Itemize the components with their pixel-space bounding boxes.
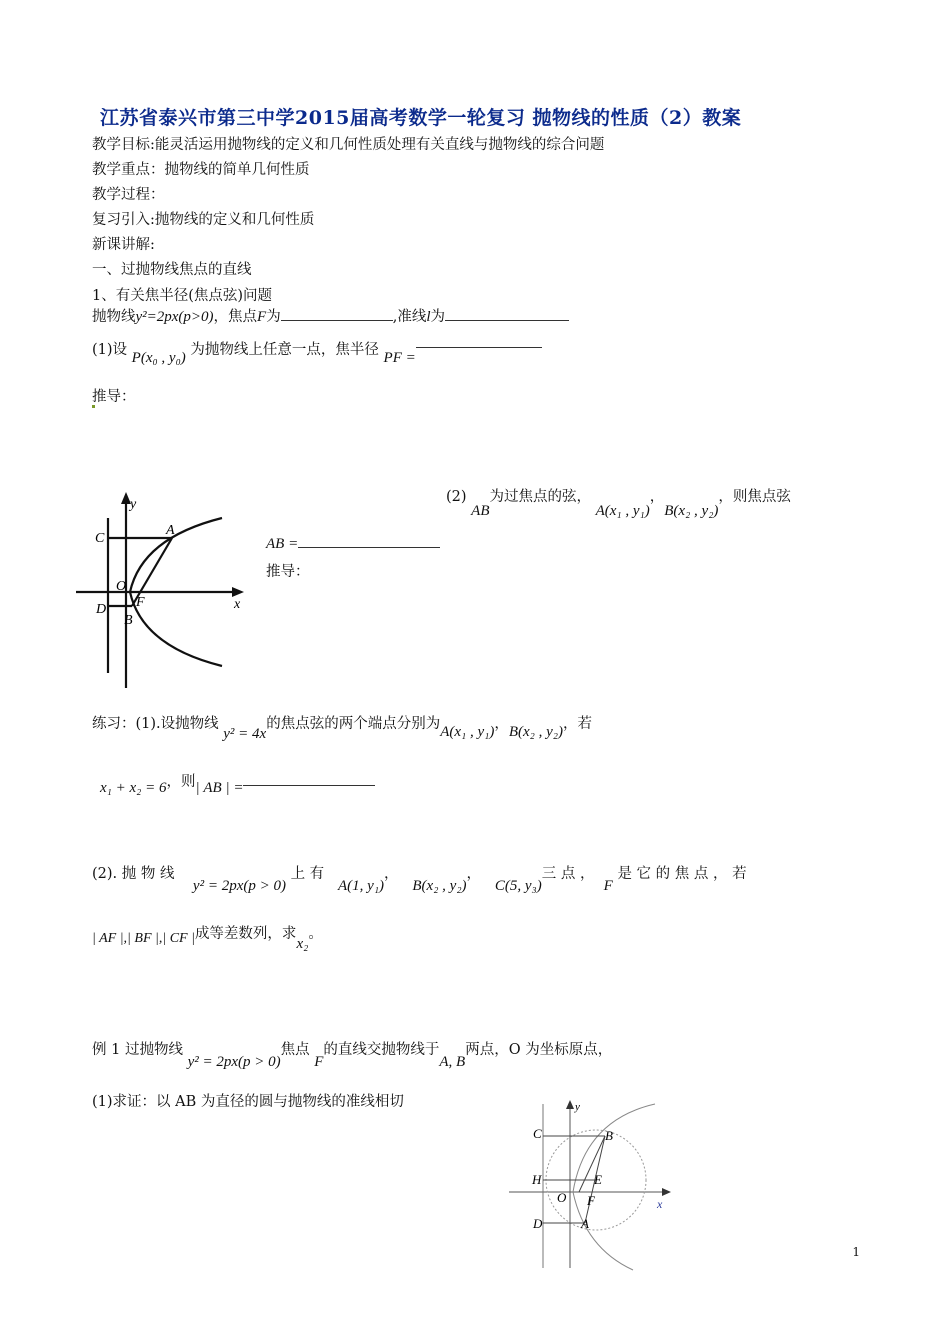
text: ，: [466, 866, 482, 882]
label-y: y: [130, 497, 137, 512]
label-d: D: [533, 1216, 543, 1231]
point-p: P(x₀ , y₀): [131, 350, 186, 366]
text: 上 有: [290, 866, 325, 882]
text: ，则: [166, 774, 196, 790]
exercise-1-equation: y² = 4x: [223, 726, 267, 742]
text: 为: [266, 309, 281, 325]
text: 练习：(1).设抛物线: [92, 716, 219, 732]
answer-blank[interactable]: [416, 333, 542, 348]
point-a: A(x₁ , y₁): [595, 503, 650, 519]
exercise-2-line: [92, 862, 747, 894]
chord-length-line: [266, 533, 440, 553]
question-1-line: [92, 338, 542, 366]
text: ，焦点: [213, 309, 258, 325]
text: 是 它 的 焦 点 ， 若: [617, 866, 747, 882]
x-axis-arrow: [232, 587, 244, 597]
answer-blank[interactable]: [243, 771, 375, 786]
text: ,准线: [392, 309, 427, 325]
label-e: E: [594, 1172, 602, 1187]
point-c: C(5, y₃): [494, 878, 542, 894]
exercise-1-condition: [100, 770, 375, 796]
label-o: O: [116, 579, 127, 594]
text: 。: [308, 926, 323, 942]
example-1-equation: y² = 2px(p > 0): [187, 1054, 281, 1070]
answer-blank[interactable]: [298, 533, 440, 548]
label-b: B: [124, 613, 133, 628]
text: ，若: [563, 716, 593, 732]
label-f: F: [136, 595, 145, 610]
ab-abs: | AB | =: [195, 780, 244, 796]
points-ab: A, B: [439, 1054, 466, 1070]
directrix-symbol: l: [426, 309, 431, 325]
label-d: D: [96, 602, 107, 617]
text: 焦点: [280, 1042, 310, 1058]
text: 为: [430, 309, 445, 325]
marker-dot: [92, 405, 95, 408]
pf-expression: PF =: [383, 350, 416, 366]
text: ，: [494, 716, 509, 732]
distances-expression: | AF |,| BF |,| CF |: [92, 931, 195, 946]
review-intro: 复习引入:抛物线的定义和几何性质: [92, 212, 315, 228]
label-b: B: [605, 1128, 613, 1143]
point-b: B(x₂ , y₂): [664, 503, 719, 519]
text: 三 点 ，: [541, 866, 595, 882]
answer-blank[interactable]: [281, 306, 393, 321]
text: 成等差数列，求: [194, 926, 297, 942]
text: 例 1 过抛物线: [92, 1042, 183, 1058]
teaching-focus: 教学重点：抛物线的简单几何性质: [92, 162, 310, 178]
label-x: x: [234, 597, 241, 612]
focus-symbol: F: [603, 878, 613, 894]
chord-ab: AB: [471, 503, 490, 519]
section-heading: 一、过抛物线焦点的直线: [92, 262, 252, 278]
label-a: A: [166, 523, 175, 538]
text: 两点，O 为坐标原点，: [465, 1042, 613, 1058]
focus-symbol: F: [314, 1054, 324, 1070]
exercise-1-line: [92, 712, 593, 742]
label-y: y: [575, 1101, 580, 1113]
figure-1-parabola-diagram: [72, 488, 252, 693]
text: (2). 抛 物 线: [92, 866, 175, 882]
label-c: C: [533, 1126, 542, 1141]
question-2-line: [446, 485, 791, 519]
ab-expression: AB =: [266, 536, 299, 552]
text: 为抛物线上任意一点，焦半径: [190, 342, 379, 358]
page-title: 江苏省泰兴市第三中学2015届高考数学一轮复习 抛物线的性质（2）教案: [100, 107, 742, 129]
label-f: F: [587, 1193, 595, 1208]
text: 为过焦点的弦，: [489, 489, 591, 505]
label-x: x: [657, 1197, 663, 1211]
label-c: C: [95, 531, 105, 546]
point-b: B(x₂ , y₂): [412, 878, 467, 894]
text: 的直线交抛物线于: [323, 1042, 440, 1058]
text: ，: [384, 866, 399, 882]
page-number: 1: [852, 1245, 860, 1259]
exercise-2-equation: y² = 2px(p > 0): [192, 878, 286, 894]
derivation-label-1: 推导：: [92, 389, 136, 405]
y-axis-arrow: [566, 1100, 574, 1109]
parabola-definition-line: [92, 305, 569, 326]
derivation-label-2: 推导：: [266, 564, 310, 580]
equation: y²=2px(p>0): [135, 309, 214, 325]
text: 的焦点弦的两个端点分别为: [266, 716, 441, 732]
parabola-curve: [573, 1104, 655, 1270]
teaching-goal: 教学目标:能灵活运用抛物线的定义和几何性质处理有关直线与抛物线的综合问题: [92, 137, 605, 153]
figure-2-parabola-circle-diagram: [505, 1098, 675, 1273]
point-a: A(1, y₁): [338, 878, 385, 894]
x-axis-arrow: [662, 1188, 671, 1196]
text: 抛物线: [92, 309, 136, 325]
point-b: B(x₂ , y₂): [508, 724, 564, 740]
exercise-2-second-line: [92, 922, 323, 952]
point-a: A(x₁ , y₁): [440, 724, 495, 740]
answer-blank[interactable]: [445, 306, 569, 321]
x2-symbol: x₂: [296, 936, 309, 952]
text: ，: [649, 489, 665, 505]
label-a: A: [581, 1216, 589, 1231]
text: ，则焦点弦: [718, 489, 791, 505]
text: (1)设: [92, 342, 128, 358]
subsection-heading: 1、有关焦半径(焦点弦)问题: [92, 288, 273, 304]
focus-symbol: F: [257, 309, 267, 325]
new-lesson: 新课讲解:: [92, 237, 155, 253]
sum-condition: x₁ + x₂ = 6: [100, 780, 167, 796]
example-1-question-1: (1)求证：以 AB 为直径的圆与抛物线的准线相切: [92, 1094, 404, 1110]
text: (2): [446, 489, 467, 505]
label-o: O: [557, 1190, 567, 1205]
teaching-process: 教学过程：: [92, 187, 165, 203]
label-h: H: [532, 1172, 542, 1187]
example-1-line: [92, 1038, 613, 1070]
